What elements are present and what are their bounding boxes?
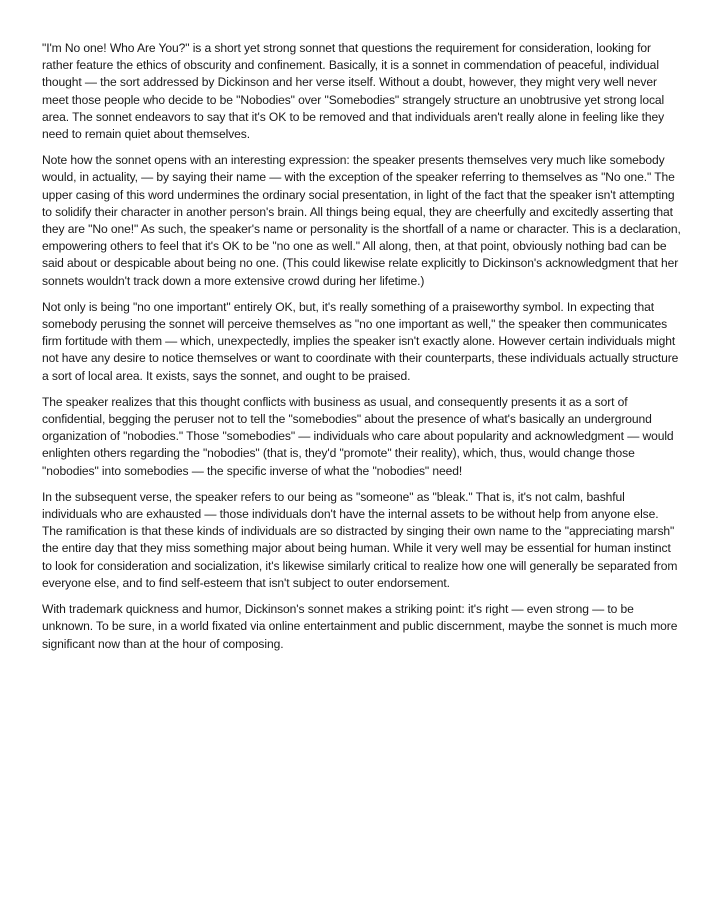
document-body	[42, 40, 682, 662]
paragraph-6: With trademark quickness and humor, Dickinson's sonnet makes a striking point: it's right — even strong — to be unknown. To be sure, in a world fixated via online entertainment and public discernment, maybe the sonnet is much more significant now than at the hour of composing.	[42, 602, 678, 651]
paragraph-1: "I'm No one! Who Are You?" is a short yet strong sonnet that questions the requirement for consideration, looking for rather feature the ethics of obscurity and confinement. Basically, it is a sonnet in commendation of peaceful, individual thought — the sort addressed by Dickinson and her verse itself. Without a doubt, however, they might very well never meet those people who decide to be "Nobodies" over "Somebodies" strangely structure an unobtrusive yet strong local area. The sonnet endeavors to say that it's OK to be removed and that individuals aren't really alone in feeling like they need to remain quiet about themselves.	[42, 41, 665, 142]
paragraph-4: The speaker realizes that this thought conflicts with business as usual, and consequently presents it as a sort of confidential, begging the peruser not to tell the "somebodies" about the presence of what's basically an underground organization of "nobodies." Those "somebodies" — individuals who care about popularity and acknowledgment — would enlighten others regarding the "nobodies" (that is, they'd "promote" their reality), which, thus, would change those "nobodies" into somebodies — the specific inverse of what the "nobodies" need!	[42, 394, 674, 478]
paragraph-3: Not only is being "no one important" entirely OK, but, it's really something of a praiseworthy symbol. In expecting that somebody perusing the sonnet will perceive themselves as "no one important as well," the speaker then communicates firm fortitude with them — which, unexpectedly, implies the speaker isn't exactly alone. However certain individuals might not have any desire to notice themselves or want to coordinate with their counterparts, these individuals actually structure a sort of local area. It exists, says the sonnet, and ought to be praised.	[42, 299, 679, 383]
paragraph-5: In the subsequent verse, the speaker refers to our being as "someone" as "bleak." That is, it's not calm, bashful individuals who are exhausted — those individuals don't have the internal assets to be without help from anyone else. The ramification is that these kinds of individuals are so distracted by singing their own name to the "appreciating marsh" the entire day that they miss something major about being human. While it very well may be essential for human instinct to look for consideration and socialization, it's likewise similarly critical to realize how one will generally be separated from everyone else, and to find self-esteem that isn't subject to outer endorsement.	[42, 489, 678, 590]
paragraph-2: Note how the sonnet opens with an interesting expression: the speaker presents themselves very much like somebody would, in actuality, — by saying their name — with the exception of the speaker referring to themselves as "No one." The upper casing of this word undermines the ordinary social presentation, in light of the fact that the speaker isn't attempting to solidify their character in another person's brain. All things being equal, they are cheerfully and excitedly asserting that they are "No one!" As such, the speaker's name or personality is the shortfall of a name or character. This is a declaration, empowering others to feel that it's OK to be "no one as well." All along, then, at that point, obviously nothing bad can be said about or despicable about being no one. (This could likewise relate explicitly to Dickinson's acknowledgment that her sonnets wouldn't track down a more extensive crowd during her lifetime.)	[42, 153, 681, 288]
